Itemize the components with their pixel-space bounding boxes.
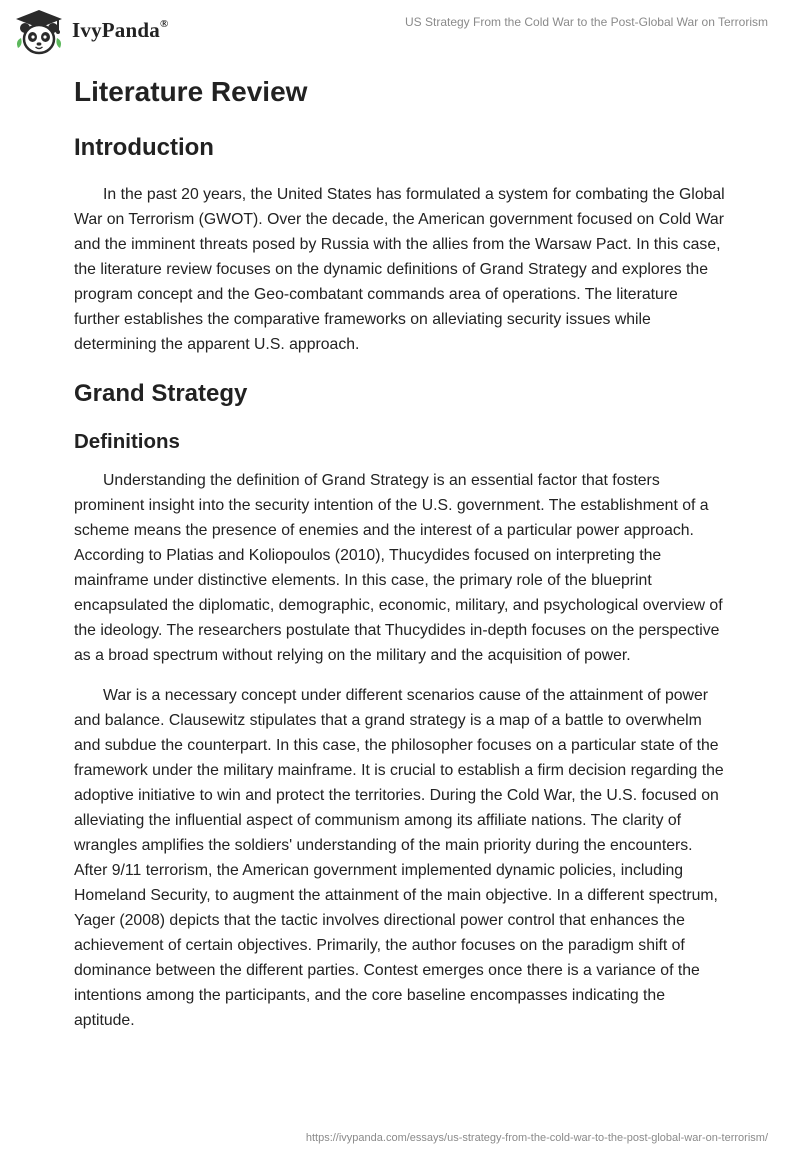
definitions-heading: Definitions bbox=[74, 430, 180, 453]
page-header bbox=[0, 0, 800, 60]
source-url[interactable]: https://ivypanda.com/essays/us-strategy-from-the-cold-war-to-the-post-global-war-on-terrorism/ bbox=[305, 1132, 768, 1144]
article-content bbox=[74, 72, 726, 1033]
page-title: Literature Review bbox=[74, 76, 308, 107]
grand-strategy-heading: Grand Strategy bbox=[74, 380, 248, 407]
introduction-heading: Introduction bbox=[74, 134, 214, 161]
ivypanda-logo-icon[interactable] bbox=[14, 8, 64, 56]
document-title: US Strategy From the Cold War to the Post-Global War on Terrorism bbox=[404, 15, 768, 29]
introduction-paragraph: In the past 20 years, the United States has formulated a system for combating the Global War on Terrorism (GWOT). Over the decade, the American government focused on Cold War and the imminent threats posed by Russia with the allies from the Warsaw Pact. In this case, the literature review focuses on the dynamic definitions of Grand Strategy and explores the program concept and the Geo-combatant commands area of operations. The literature further establishes the comparative frameworks on alleviating security issues while determining the apparent U.S. approach. bbox=[74, 186, 725, 353]
definitions-paragraph-1: Understanding the definition of Grand Strategy is an essential factor that fosters prominent insight into the security intention of the U.S. government. The establishment of a scheme means the presence of enemies and the interest of a particular power approach. According to Platias and Koliopoulos (2010), Thucydides focused on interpreting the mainframe under distinctive elements. In this case, the primary role of the blueprint encapsulated the diplomatic, demographic, economic, military, and psychological overview of the ideology. The researchers postulate that Thucydides in-depth focuses on the perspective as a broad spectrum without relying on the military and the acquisition of power. bbox=[74, 472, 723, 664]
brand-name[interactable]: IvyPanda® bbox=[72, 18, 169, 42]
definitions-paragraph-2: War is a necessary concept under different scenarios cause of the attainment of power and balance. Clausewitz stipulates that a grand strategy is a map of a battle to overwhelm and subdue the counterpart. In this case, the philosopher focuses on a particular state of the framework under the military mainframe. It is crucial to establish a firm decision regarding the adoptive initiative to win and protect the territories. During the Cold War, the U.S. focused on alleviating the influential aspect of communism among its affiliate nations. The clarity of wrangles amplifies the soldiers' understanding of the main priority during the encounters. After 9/11 terrorism, the American government implemented dynamic policies, including Homeland Security, to augment the attainment of the main objective. In a different spectrum, Yager (2008) depicts that the tactic involves directional power control that enhances the achievement of certain objectives. Primarily, the author focuses on the paradigm shift of dominance between the different parties. Contest emerges once there is a variance of the intentions among the participants, and the core baseline encompasses indicating the aptitude. bbox=[74, 687, 724, 1029]
